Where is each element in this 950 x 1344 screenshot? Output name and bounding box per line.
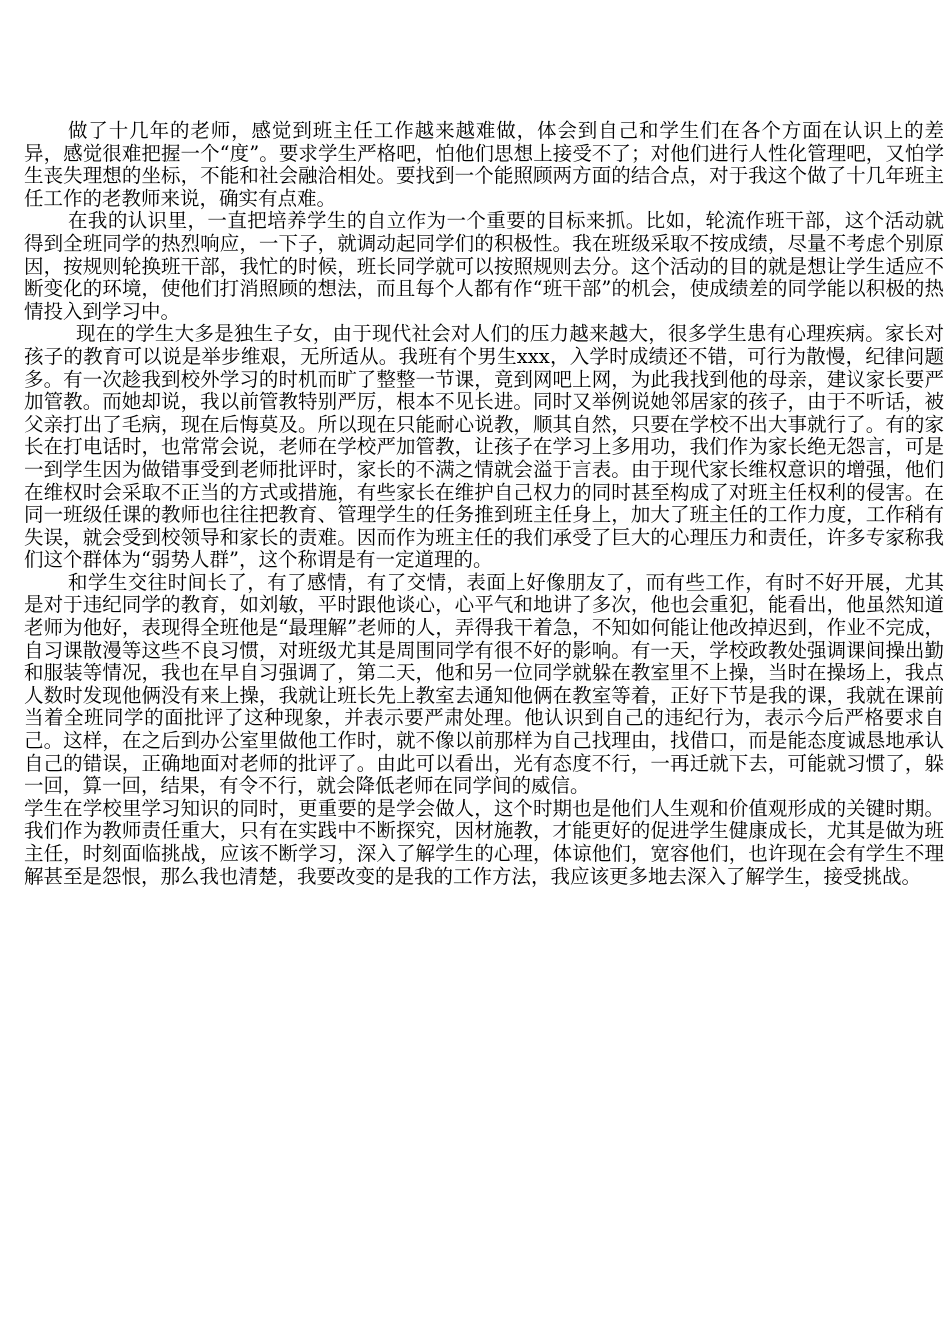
paragraph-3: 现在的学生大多是独生子女，由于现代社会对人们的压力越来越大，很多学生患有心理疾病。家长对孩子的教育可以说是举步维艰，无所适从。我班有个男生xxx，入学时成绩还不错，可行为散慢，纪律问题多。有一次趁我到校外学习的时机而旷了整整一节课，竟到网吧上网，为此我找到他的母亲，建议家长要严加管教。而她却说，我以前管教特别严厉，根本不见长进。同时又举例说她邻居家的孩子，由于不听话，被父亲打出了毛病，现在后悔莫及。所以现在只能耐心说教，顺其自然，只要在学校不出大事就行了。有的家长在打电话时，也常常会说，老师在学校严加管教，让孩子在学习上多用功，我们作为家长绝无怨言，可是一到学生因为做错事受到老师批评时，家长的不满之情就会溢于言表。由于现代家长维权意识的增强，他们在维权时会采取不正当的方式或措施，有些家长在维护自己权力的同时甚至构成了对班主任权利的侵害。在同一班级任课的教师也往往把教育、管理学生的任务推到班主任身上，加大了班主任的工作力度，工作稍有失误，就会受到校领导和家长的责难。因而作为班主任的我们承受了巨大的心理压力和责任，许多专家称我们这个群体为“弱势人群”，这个称谓是有一定道理的。 bbox=[24, 322, 944, 572]
paragraph-4: 和学生交往时间长了，有了感情，有了交情，表面上好像朋友了，而有些工作，有时不好开展，尤其是对于违纪同学的教育，如刘敏，平时跟他谈心，心平气和地讲了多次，他也会重犯，能看出，他虽然知道老师为他好，表现得全班他是“最理解”老师的人，弄得我干着急，不知如何能让他改掉迟到，作业不完成，自习课散漫等这些不良习惯，对班级尤其是周围同学有很不好的影响。有一天，学校政教处强调课间操出勤和服装等情况，我也在早自习强调了，第二天，他和另一位同学就躲在教室里不上操，当时在操场上，我点人数时发现他俩没有来上操，我就让班长先上教室去通知他俩在教室等着，正好下节是我的课，我就在课前当着全班同学的面批评了这种现象，并表示要严肃处理。他认识到自己的违纪行为，表示今后严格要求自己。这样，在之后到办公室里做他工作时，就不像以前那样为自己找理由，找借口，而是能态度诚恳地承认自己的错误，正确地面对老师的批评了。由此可以看出，光有态度不行，一再迁就下去，可能就习惯了，躲一回，算一回，结果，有令不行，就会降低老师在同学间的威信。 bbox=[24, 570, 944, 798]
paragraph-5: 学生在学校里学习知识的同时，更重要的是学会做人，这个时期也是他们人生观和价值观形成的关键时期。我们作为教师责任重大，只有在实践中不断探究，因材施教，才能更好的促进学生健康成长，尤其是做为班主任，时刻面临挑战，应该不断学习，深入了解学生的心理，体谅他们，宽容他们，也许现在会有学生不理解甚至是怨恨，那么我也清楚，我要改变的是我的工作方法，我应该更多地去深入了解学生，接受挑战。 bbox=[24, 796, 944, 888]
document-body bbox=[24, 120, 944, 888]
paragraph-1: 做了十几年的老师，感觉到班主任工作越来越难做，体会到自己和学生们在各个方面在认识上的差异，感觉很难把握一个“度”。要求学生严格吧，怕他们思想上接受不了；对他们进行人性化管理吧，又怕学生丧失理想的坐标，不能和社会融洽相处。要找到一个能照顾两方面的结合点，对于我这个做了十几年班主任工作的老教师来说，确实有点难。 bbox=[24, 119, 944, 210]
paragraph-2: 在我的认识里，一直把培养学生的自立作为一个重要的目标来抓。比如，轮流作班干部，这个活动就得到全班同学的热烈响应，一下子，就调动起同学们的积极性。我在班级采取不按成绩，尽量不考虑个别原因，按规则轮换班干部，我忙的时候，班长同学就可以按照规则去分。这个活动的目的就是想让学生适应不断变化的环境，使他们打消照顾的想法，而且每个人都有作“班干部”的机会，使成绩差的同学能以积极的热情投入到学习中。 bbox=[24, 209, 944, 323]
